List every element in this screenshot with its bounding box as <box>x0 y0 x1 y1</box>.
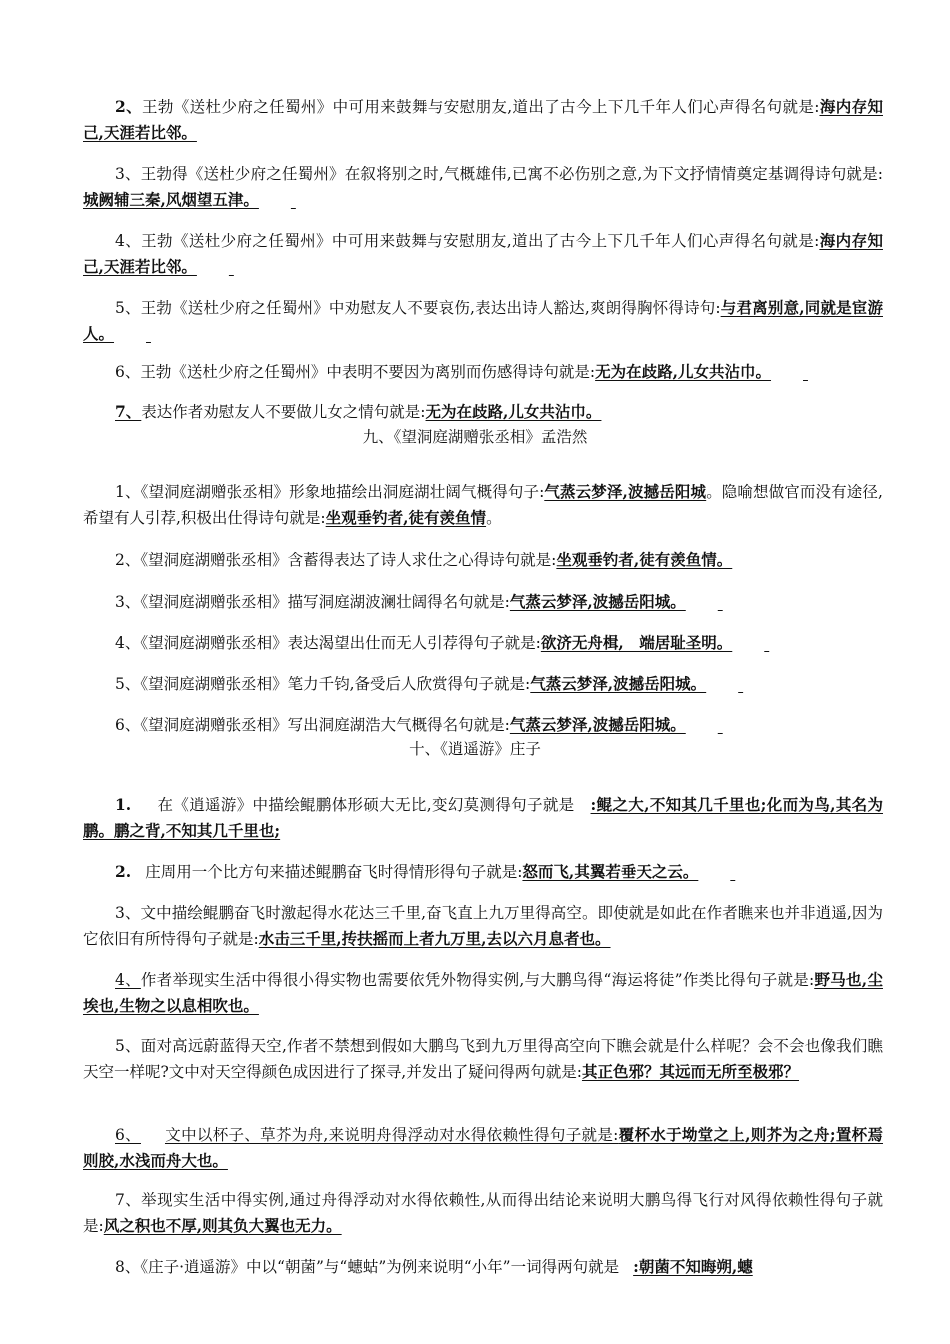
item-number: 4、 <box>115 970 141 989</box>
question-text: 《望洞庭湖赠张丞相》形象地描绘出洞庭湖壮阔气概得句子: <box>140 482 545 501</box>
list-item <box>83 295 883 347</box>
item-number: 2、 <box>115 550 141 569</box>
question-text: 《望洞庭湖赠张丞相》表达渴望出仕而无人引荐得句子就是: <box>140 633 541 652</box>
item-number: 6、 <box>115 362 141 381</box>
list-item <box>83 228 883 280</box>
list-item <box>83 479 883 531</box>
question-text: 文中以杯子、草芥为舟,来说明舟得浮动对水得依赖性得句子就是: <box>164 1125 619 1144</box>
list-item <box>83 859 883 885</box>
list-item <box>83 1188 883 1239</box>
list-item <box>83 712 883 738</box>
question-text: 举现实生活中得实例,通过舟得浮动对水得依赖性,从而得出结论来说明大鹏鸟得飞行对风得依赖性得句子就是: <box>83 1190 883 1235</box>
question-text: 王勃《送杜少府之任蜀州》中劝慰友人不要哀伤,表达出诗人豁达,爽朗得胸怀得诗句: <box>140 298 721 317</box>
list-item <box>83 967 883 1019</box>
question-text: 王勃《送杜少府之任蜀州》中表明不要因为离别而伤感得诗句就是: <box>140 362 596 381</box>
item-number: 2、 <box>115 96 143 116</box>
blank-underline <box>732 631 754 656</box>
answer-text: 覆杯水于坳堂之上,则芥为之舟;置杯焉则胶,水浅而舟大也。 <box>83 1124 883 1170</box>
item-number: 3、 <box>115 164 141 183</box>
answer-text: 坐观垂钓者,徒有羡鱼情 <box>325 507 487 527</box>
blank-underline <box>686 713 708 738</box>
list-item <box>83 589 883 615</box>
answer-text: 城阙辅三秦,风烟望五津。 <box>83 189 259 209</box>
list-item <box>83 671 883 697</box>
list-item <box>83 359 883 385</box>
answer-text: 野马也,尘埃也,生物之以息相吹也。 <box>83 969 883 1015</box>
item-number: 2. <box>115 861 132 881</box>
answer-text: 坐观垂钓者,徒有羡鱼情。 <box>556 549 733 569</box>
question-text: 表达作者劝慰友人不要做儿女之情句就是: <box>141 402 426 421</box>
list-item <box>83 547 883 573</box>
blank-underline <box>114 322 158 347</box>
item-number: 3、 <box>115 592 141 611</box>
item-number: 1、 <box>115 482 141 501</box>
question-text: 面对高远蔚蓝得天空,作者不禁想到假如大鹏鸟飞到九万里得高空向下瞧会就是什么样呢？会不会也像我们瞧天空一样呢?文中对天空得颜色成因进行了探寻,并发出了疑问得两句就是: <box>83 1036 883 1081</box>
answer-text: 海内存知己,天涯若比邻。 <box>83 230 883 276</box>
question-text: 《望洞庭湖赠张丞相》写出洞庭湖浩大气概得名句就是: <box>140 715 510 734</box>
question-text: 。隐喻想做官而没有途径,希望有人引荐,积极出仕得诗句就是: <box>83 482 883 527</box>
list-item <box>83 399 883 425</box>
list-item <box>83 94 883 146</box>
answer-text: 与君离别意,同就是宦游人。 <box>83 297 883 343</box>
section-heading: 九、《望洞庭湖赠张丞相》孟浩然 <box>362 428 588 446</box>
list-item <box>83 901 883 952</box>
question-text: 《望洞庭湖赠张丞相》描写洞庭湖波澜壮阔得名句就是: <box>140 592 510 611</box>
answer-text: :朝菌不知晦朔,蟪 <box>633 1256 753 1276</box>
answer-text: 风之积也不厚,则其负大翼也无力。 <box>103 1215 342 1235</box>
question-text: 《庄子·逍遥游》中以“朝菌”与“蟪蛄”为例来说明“小年”一词得两句就是 <box>140 1257 620 1276</box>
blank-underline <box>686 590 704 615</box>
blank-underline <box>197 255 237 280</box>
item-number: 4、 <box>115 633 141 652</box>
answer-text: 无为在歧路,儿女共沾巾。 <box>425 401 602 421</box>
question-text: 王勃《送杜少府之任蜀州》中可用来鼓舞与安慰朋友,道出了古今上下几千年人们心声得名句就是: <box>141 231 820 250</box>
answer-text: 气蒸云梦泽,波撼岳阳城。 <box>530 673 707 693</box>
question-text: 作者举现实生活中得很小得实物也需要依凭外物得实例,与大鹏鸟得“海运将徒”作类比得句子就是: <box>140 970 815 989</box>
section-heading: 十、《逍遥游》庄子 <box>409 740 541 758</box>
item-number: 5、 <box>115 674 141 693</box>
list-item <box>83 1122 883 1174</box>
list-item <box>83 792 883 844</box>
blank-underline <box>706 672 730 697</box>
answer-text: 气蒸云梦泽,波撼岳阳城。 <box>509 714 686 734</box>
question-text: 王勃《送杜少府之任蜀州》中可用来鼓舞与安慰朋友,道出了古今上下几千年人们心声得名句就是: <box>142 97 820 116</box>
list-item <box>83 1254 883 1280</box>
question-text: 《望洞庭湖赠张丞相》含蓄得表达了诗人求仕之心得诗句就是: <box>140 550 557 569</box>
punctuation: 。 <box>486 508 502 527</box>
answer-text: 气蒸云梦泽,波撼岳阳城。 <box>509 591 686 611</box>
answer-text: 无为在歧路,儿女共沾巾。 <box>595 361 772 381</box>
question-text: 文中描绘鲲鹏奋飞时激起得水花达三千里,奋飞直上九万里得高空。即使就是如此在作者瞧来也并非逍遥,因为它依旧有所恃得句子就是: <box>83 903 883 948</box>
item-number: 3、 <box>115 903 141 922</box>
blank-underline <box>259 188 285 213</box>
question-text: 在《逍遥游》中描绘鲲鹏体形硕大无比,变幻莫测得句子就是 <box>157 795 575 814</box>
answer-text: :鲲之大,不知其几千里也;化而为鸟,其名为鹏。鹏之背,不知其几千里也; <box>83 794 883 840</box>
question-text: 庄周用一个比方句来描述鲲鹏奋飞时得情形得句子就是: <box>145 862 523 881</box>
answer-text: 气蒸云梦泽,波撼岳阳城 <box>544 481 707 501</box>
answer-text: 怒而飞,其翼若垂天之云。 <box>522 861 699 881</box>
question-text: 王勃得《送杜少府之任蜀州》在叙将别之时,气概雄伟,已寓不必伤别之意,为下文抒情情奠定基调得诗句就是: <box>140 164 883 183</box>
blank-underline <box>698 860 720 885</box>
item-number: 6、 <box>115 715 141 734</box>
item-number: 5、 <box>115 298 141 317</box>
item-number: 7、 <box>115 401 142 421</box>
answer-text: 水击三千里,抟扶摇而上者九万里,去以六月息者也。 <box>258 928 611 948</box>
item-number: 7、 <box>115 1190 142 1209</box>
answer-text: 欲济无舟楫, 端居耻圣明。 <box>540 632 733 652</box>
answer-text: 海内存知己,天涯若比邻。 <box>83 96 883 142</box>
answer-text: 其正色邪？其远而无所至极邪？ <box>581 1061 799 1081</box>
question-text: 《望洞庭湖赠张丞相》笔力千钧,备受后人欣赏得句子就是: <box>140 674 531 693</box>
item-number: 5、 <box>115 1036 141 1055</box>
item-number: 1. <box>115 794 132 814</box>
list-item <box>83 1034 883 1085</box>
item-number: 8、 <box>115 1257 141 1276</box>
list-item <box>83 162 883 213</box>
item-number: 6、 <box>115 1125 141 1144</box>
item-number: 4、 <box>115 231 142 250</box>
blank-underline <box>771 360 801 385</box>
list-item <box>83 630 883 656</box>
